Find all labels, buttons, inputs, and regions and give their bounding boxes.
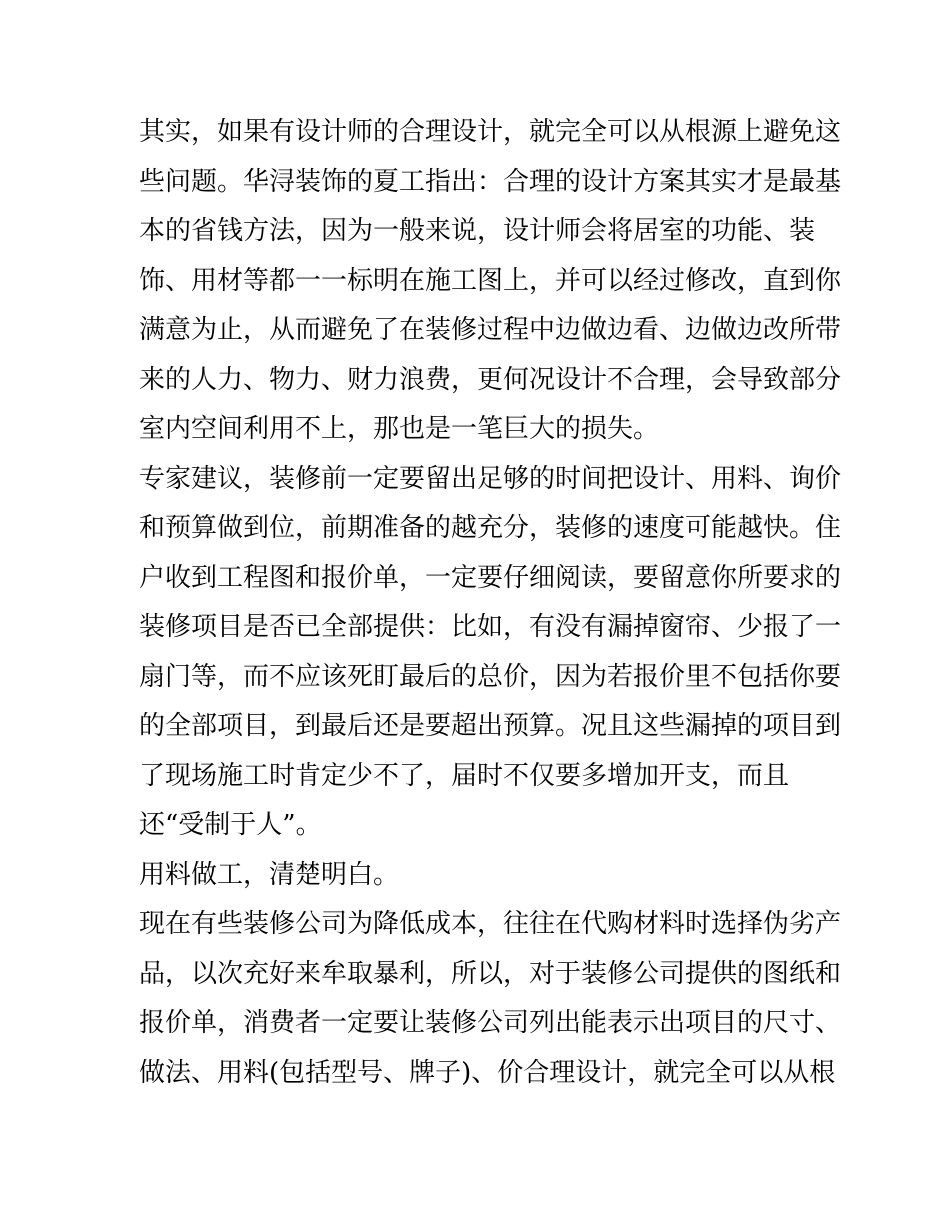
text-line: 来的人力、物力、财力浪费，更何况设计不合理，会导致部分 xyxy=(139,364,842,395)
text-line: 装修项目是否已全部提供：比如，有没有漏掉窗帘、少报了一 xyxy=(139,612,842,642)
text-line: 扇门等，而不应该死盯最后的总价，因为若报价里不包括你要 xyxy=(139,661,842,692)
text-line: 户收到工程图和报价单，一定要仔细阅读，要留意你所要求的 xyxy=(139,562,842,593)
text-line: 满意为止，从而避免了在装修过程中边做边看、边做边改所带 xyxy=(139,315,842,345)
text-line: 室内空间利用不上，那也是一笔巨大的损失。 xyxy=(139,414,660,444)
text-line: 品，以次充好来牟取暴利，所以，对于装修公司提供的图纸和 xyxy=(139,958,842,989)
text-line: 其实，如果有设计师的合理设计，就完全可以从根源上避免这 xyxy=(139,117,842,147)
text-line: 了现场施工时肯定少不了，届时不仅要多增加开支，而且 xyxy=(139,760,790,791)
text-line: 报价单，消费者一定要让装修公司列出能表示出项目的尺寸、 xyxy=(139,1008,842,1038)
text-line: 做法、用料(包括型号、牌子)、价合理设计，就完全可以从根 xyxy=(139,1057,836,1088)
text-line: 饰、用材等都一一标明在施工图上，并可以经过修改，直到你 xyxy=(139,265,842,296)
text-line: 本的省钱方法，因为一般来说，设计师会将居室的功能、装 xyxy=(139,216,816,246)
text-line: 和预算做到位，前期准备的越充分，装修的速度可能越快。住 xyxy=(139,513,842,543)
text-line: 还“受制于人”。 xyxy=(139,810,322,840)
text-line: 现在有些装修公司为降低成本，往往在代购材料时选择伪劣产 xyxy=(139,909,842,939)
text-line: 的全部项目，到最后还是要超出预算。况且这些漏掉的项目到 xyxy=(139,711,842,741)
text-line: 些问题。华浔装饰的夏工指出：合理的设计方案其实才是最基 xyxy=(139,166,842,197)
document-body xyxy=(139,108,842,1098)
text-line: 专家建议，装修前一定要留出足够的时间把设计、用料、询价 xyxy=(139,463,842,494)
text-line: 用料做工，清楚明白。 xyxy=(139,859,400,890)
